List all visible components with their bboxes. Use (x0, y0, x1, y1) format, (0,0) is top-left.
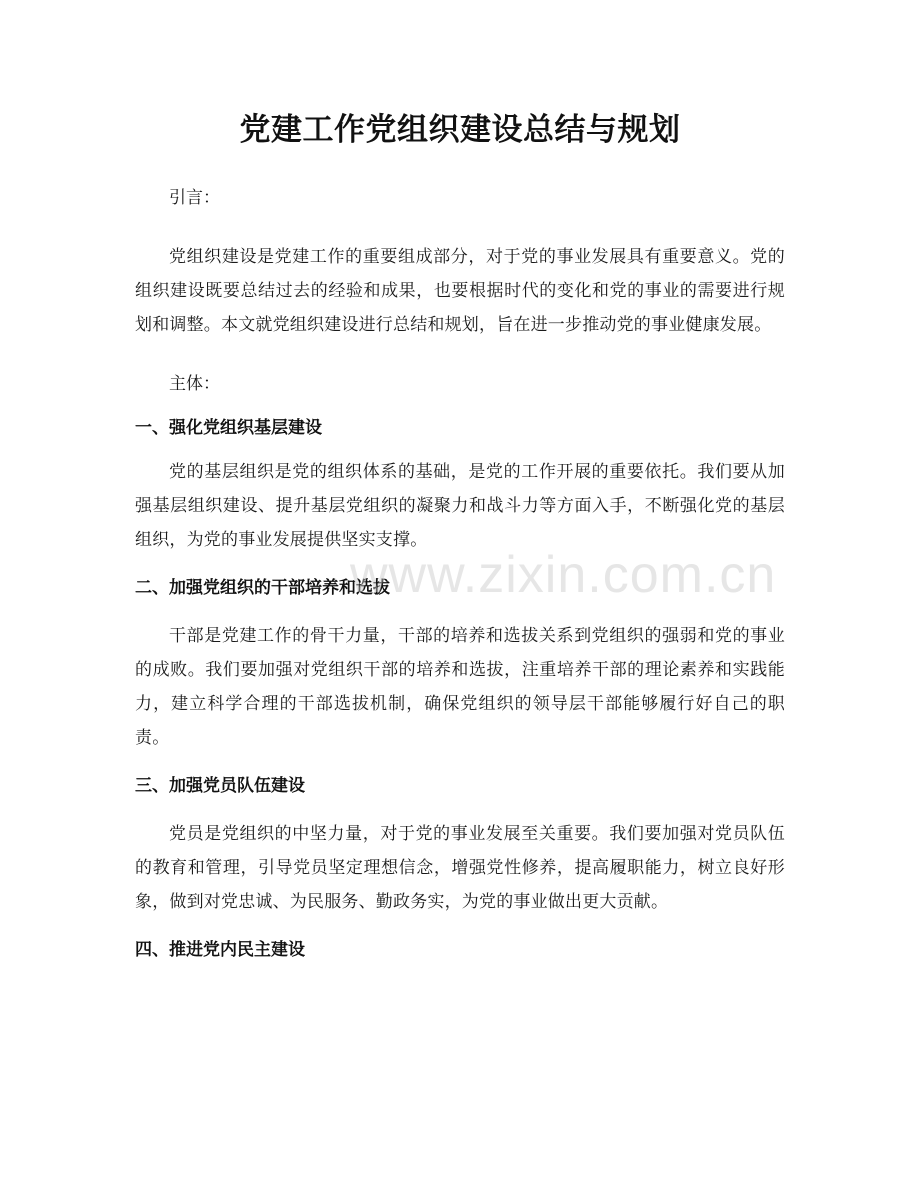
section-paragraph-1: 党的基层组织是党的组织体系的基础，是党的工作开展的重要依托。我们要从加强基层组织建设、提升基层党组织的凝聚力和战斗力等方面入手，不断强化党的基层组织，为党的事业发展提供坚实支撑。 (135, 462, 785, 550)
section-paragraph-2: 干部是党建工作的骨干力量，干部的培养和选拔关系到党组织的强弱和党的事业的成败。我们要加强对党组织干部的培养和选拔，注重培养干部的理论素养和实践能力，建立科学合理的干部选拔机制，确保党组织的领导层干部能够履行好自己的职责。 (135, 626, 785, 748)
section-heading-3: 三、加强党员队伍建设 (135, 776, 305, 796)
section-paragraph-3: 党员是党组织的中坚力量，对于党的事业发展至关重要。我们要加强对党员队伍的教育和管理，引导党员坚定理想信念，增强党性修养，提高履职能力，树立良好形象，做到对党忠诚、为民服务、勤政务实，为党的事业做出更大贡献。 (135, 824, 785, 912)
section-heading-2: 二、加强党组织的干部培养和选拔 (135, 578, 390, 598)
body-label: 主体： (169, 374, 220, 394)
intro-paragraph: 党组织建设是党建工作的重要组成部分，对于党的事业发展具有重要意义。党的组织建设既要总结过去的经验和成果，也要根据时代的变化和党的事业的需要进行规划和调整。本文就党组织建设进行总结和规划，旨在进一步推动党的事业健康发展。 (135, 247, 785, 335)
document-body (135, 181, 785, 967)
document-title: 党建工作党组织建设总结与规划 (239, 112, 681, 148)
section-heading-1: 一、强化党组织基层建设 (135, 418, 322, 438)
section-heading-4: 四、推进党内民主建设 (135, 940, 305, 960)
watermark-text: www.zixin.com.cn (350, 546, 777, 604)
intro-label: 引言： (169, 188, 220, 208)
